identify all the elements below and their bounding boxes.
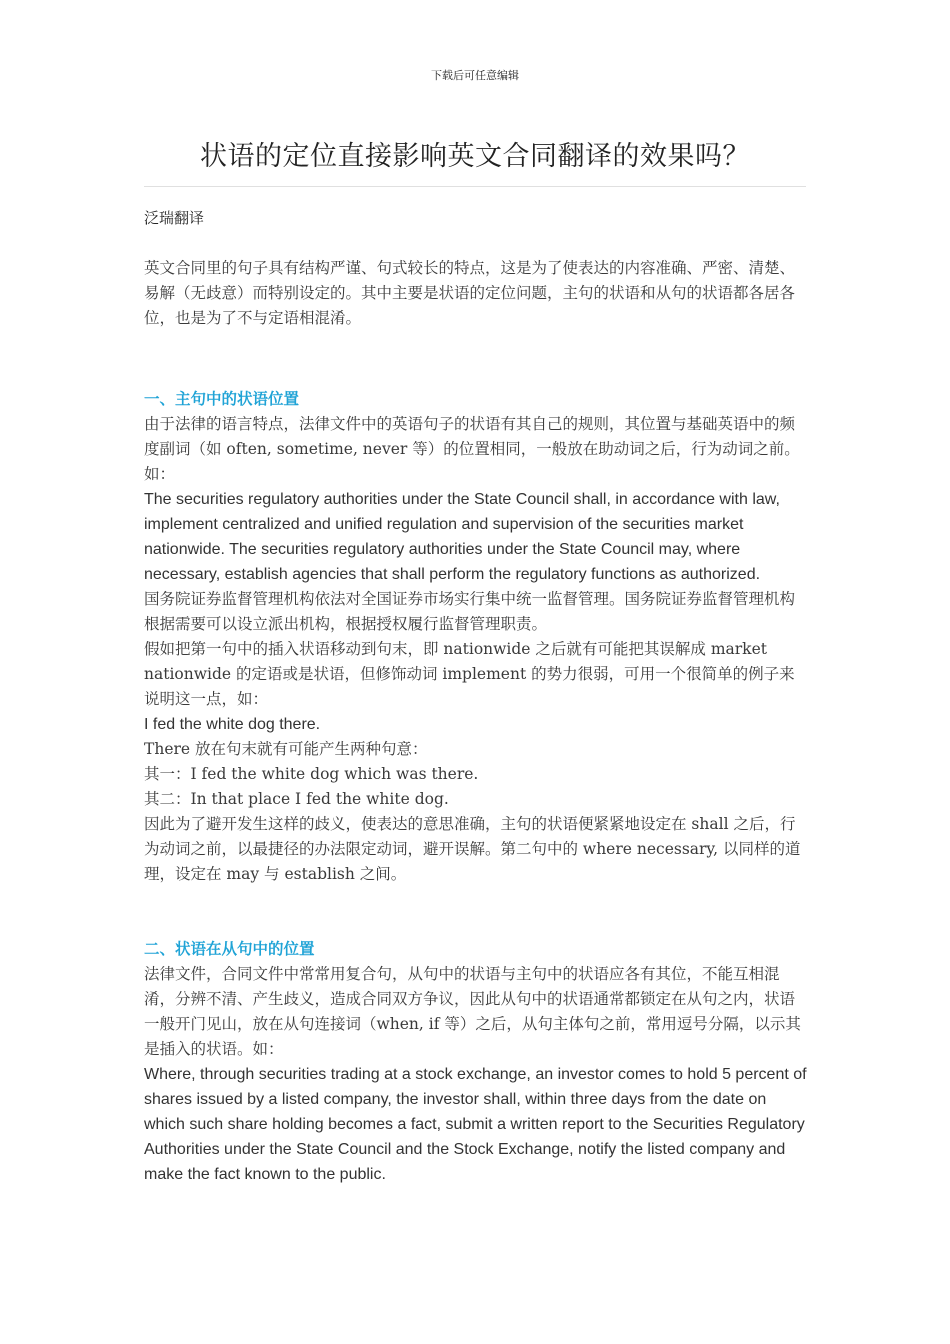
section1-dog-example: I fed the white dog there. bbox=[144, 716, 321, 733]
page-title: 状语的定位直接影响英文合同翻译的效果吗？ bbox=[200, 141, 750, 172]
section1-there-note: There 放在句末就有可能产生两种句意： bbox=[144, 740, 428, 758]
section1-example-cn: 国务院证券监督管理机构依法对全国证券市场实行集中统一监督管理。国务院证券监督管理机构根据需要可以设立派出机构，根据授权履行监督管理职责。 bbox=[144, 590, 796, 633]
section1-paragraph-1: 由于法律的语言特点，法律文件中的英语句子的状语有其自己的规则，其位置与基础英语中的频度副词（如 often, sometime, never 等）的位置相同，一般放在助动词之后，行为动词之前。如： bbox=[144, 415, 800, 483]
section2-example-en: Where, through securities trading at a stock exchange, an investor comes to hold 5 percent of shares issued by a listed company, the investor shall, within three days from the date on which such share holding becomes a fact, submit a written report to the Securities Regulatory Authorities under the State Council and the Stock Exchange, notify the listed company and make the fact known to the public. bbox=[144, 1066, 807, 1183]
section1-paragraph-3: 因此为了避开发生这样的歧义，使表达的意思准确，主句的状语便紧紧地设定在 shall 之后，行为动词之前，以最捷径的办法限定动词，避开误解。第二句中的 where necessary, 以同样的道理，设定在 may 与 establish 之间。 bbox=[144, 815, 801, 883]
section1-paragraph-2: 假如把第一句中的插入状语移动到句末，即 nationwide 之后就有可能把其误解成 market nationwide 的定语或是状语，但修饰动词 implement 的势力很弱，可用一个很简单的例子来说明这一点，如： bbox=[144, 640, 795, 708]
intro-paragraph: 英文合同里的句子具有结构严谨、句式较长的特点，这是为了使表达的内容准确、严密、清楚、易解（无歧意）而特别设定的。其中主要是状语的定位问题，主句的状语和从句的状语都各居各位，也是为了不与定语相混淆。 bbox=[144, 259, 796, 327]
section2-paragraph-1: 法律文件，合同文件中常常用复合句，从句中的状语与主句中的状语应各有其位，不能互相混淆，分辨不清、产生歧义，造成合同双方争议，因此从句中的状语通常都锁定在从句之内，状语一般开门见山，放在从句连接词（when, if 等）之后，从句主体句之前，常用逗号分隔，以示其是插入的状语。如： bbox=[144, 965, 801, 1058]
section-heading-1: 一、主句中的状语位置 bbox=[144, 390, 300, 408]
section-heading-2: 二、状语在从句中的位置 bbox=[144, 940, 315, 958]
title-divider bbox=[144, 186, 806, 187]
header-note: 下载后可任意编辑 bbox=[431, 69, 519, 82]
section-spacer bbox=[144, 887, 810, 937]
section1-example-en: The securities regulatory authorities under the State Council shall, in accordance with law, implement centralized and unified regulation and supervision of the securities market nationwide. The securities regulatory authorities under the State Council may, where necessary, establish agencies that shall perform the regulatory functions as authorized. bbox=[144, 491, 780, 583]
article-body bbox=[144, 256, 810, 1187]
author: 泛瑞翻译 bbox=[144, 209, 205, 227]
section1-meaning-1: 其一：I fed the white dog which was there. bbox=[144, 765, 479, 783]
section1-meaning-2: 其二：In that place I fed the white dog. bbox=[144, 790, 449, 808]
